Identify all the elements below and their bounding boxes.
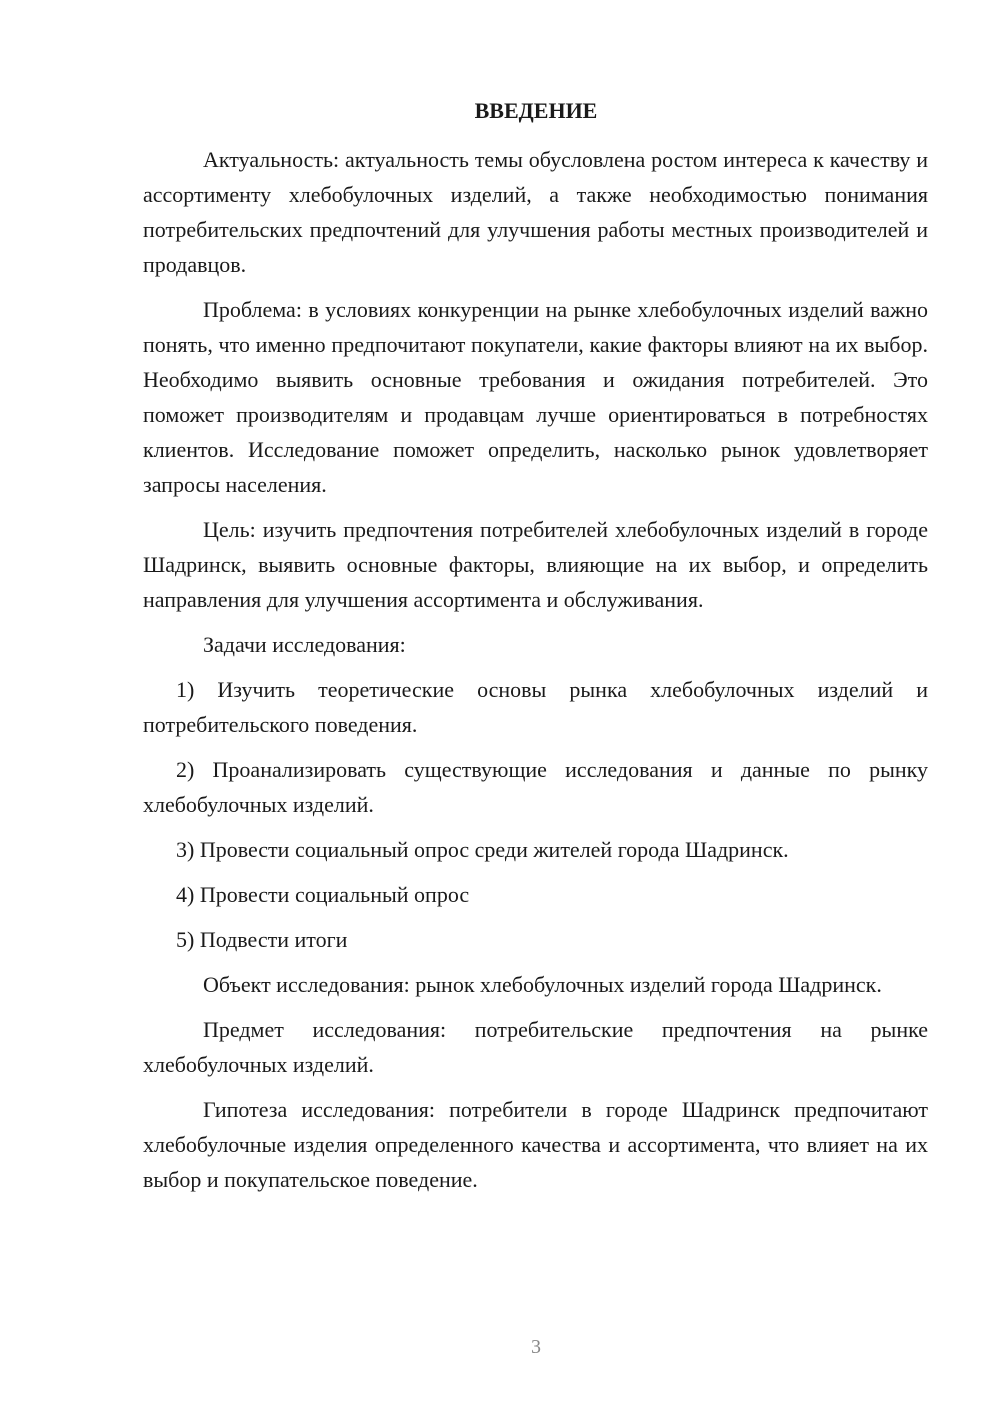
paragraph-subject: Предмет исследования: потребительские предпочтения на рынке хлебобулочных изделий. xyxy=(143,1017,928,1077)
paragraph-hypothesis: Гипотеза исследования: потребители в городе Шадринск предпочитают хлебобулочные изделия определенного качества и ассортимента, что влияет на их выбор и покупательское поведение. xyxy=(143,1097,928,1192)
paragraph-problem: Проблема: в условиях конкуренции на рынке хлебобулочных изделий важно понять, что именно предпочитают покупатели, какие факторы влияют на их выбор. Необходимо выявить основные требования и ожидания потребителей. Это поможет производителям и продавцам лучше ориентироваться в потребностях клиентов. Исследование поможет определить, насколько рынок удовлетворяет запросы населения. xyxy=(143,297,928,497)
paragraph-object: Объект исследования: рынок хлебобулочных изделий города Шадринск. xyxy=(203,972,882,997)
task-item-2: 2) Проанализировать существующие исследования и данные по рынку хлебобулочных изделий. xyxy=(143,757,928,817)
paragraph-goal: Цель: изучить предпочтения потребителей хлебобулочных изделий в городе Шадринск, выявить основные факторы, влияющие на их выбор, и определить направления для улучшения ассортимента и обслуживания. xyxy=(143,517,928,612)
task-item-5: 5) Подвести итоги xyxy=(176,927,348,952)
task-item-3: 3) Провести социальный опрос среди жителей города Шадринск. xyxy=(176,837,789,862)
tasks-heading: Задачи исследования: xyxy=(203,632,406,657)
task-item-1: 1) Изучить теоретические основы рынка хлебобулочных изделий и потребительского поведения. xyxy=(143,677,928,737)
page-number: 3 xyxy=(531,1336,541,1358)
paragraph-relevance: Актуальность: актуальность темы обусловлена ростом интереса к качеству и ассортименту хлебобулочных изделий, а также необходимостью понимания потребительских предпочтений для улучшения работы местных производителей и продавцов. xyxy=(143,147,928,277)
section-title: ВВЕДЕНИЕ xyxy=(474,98,598,123)
document-body xyxy=(143,142,928,1207)
task-item-4: 4) Провести социальный опрос xyxy=(176,882,470,907)
